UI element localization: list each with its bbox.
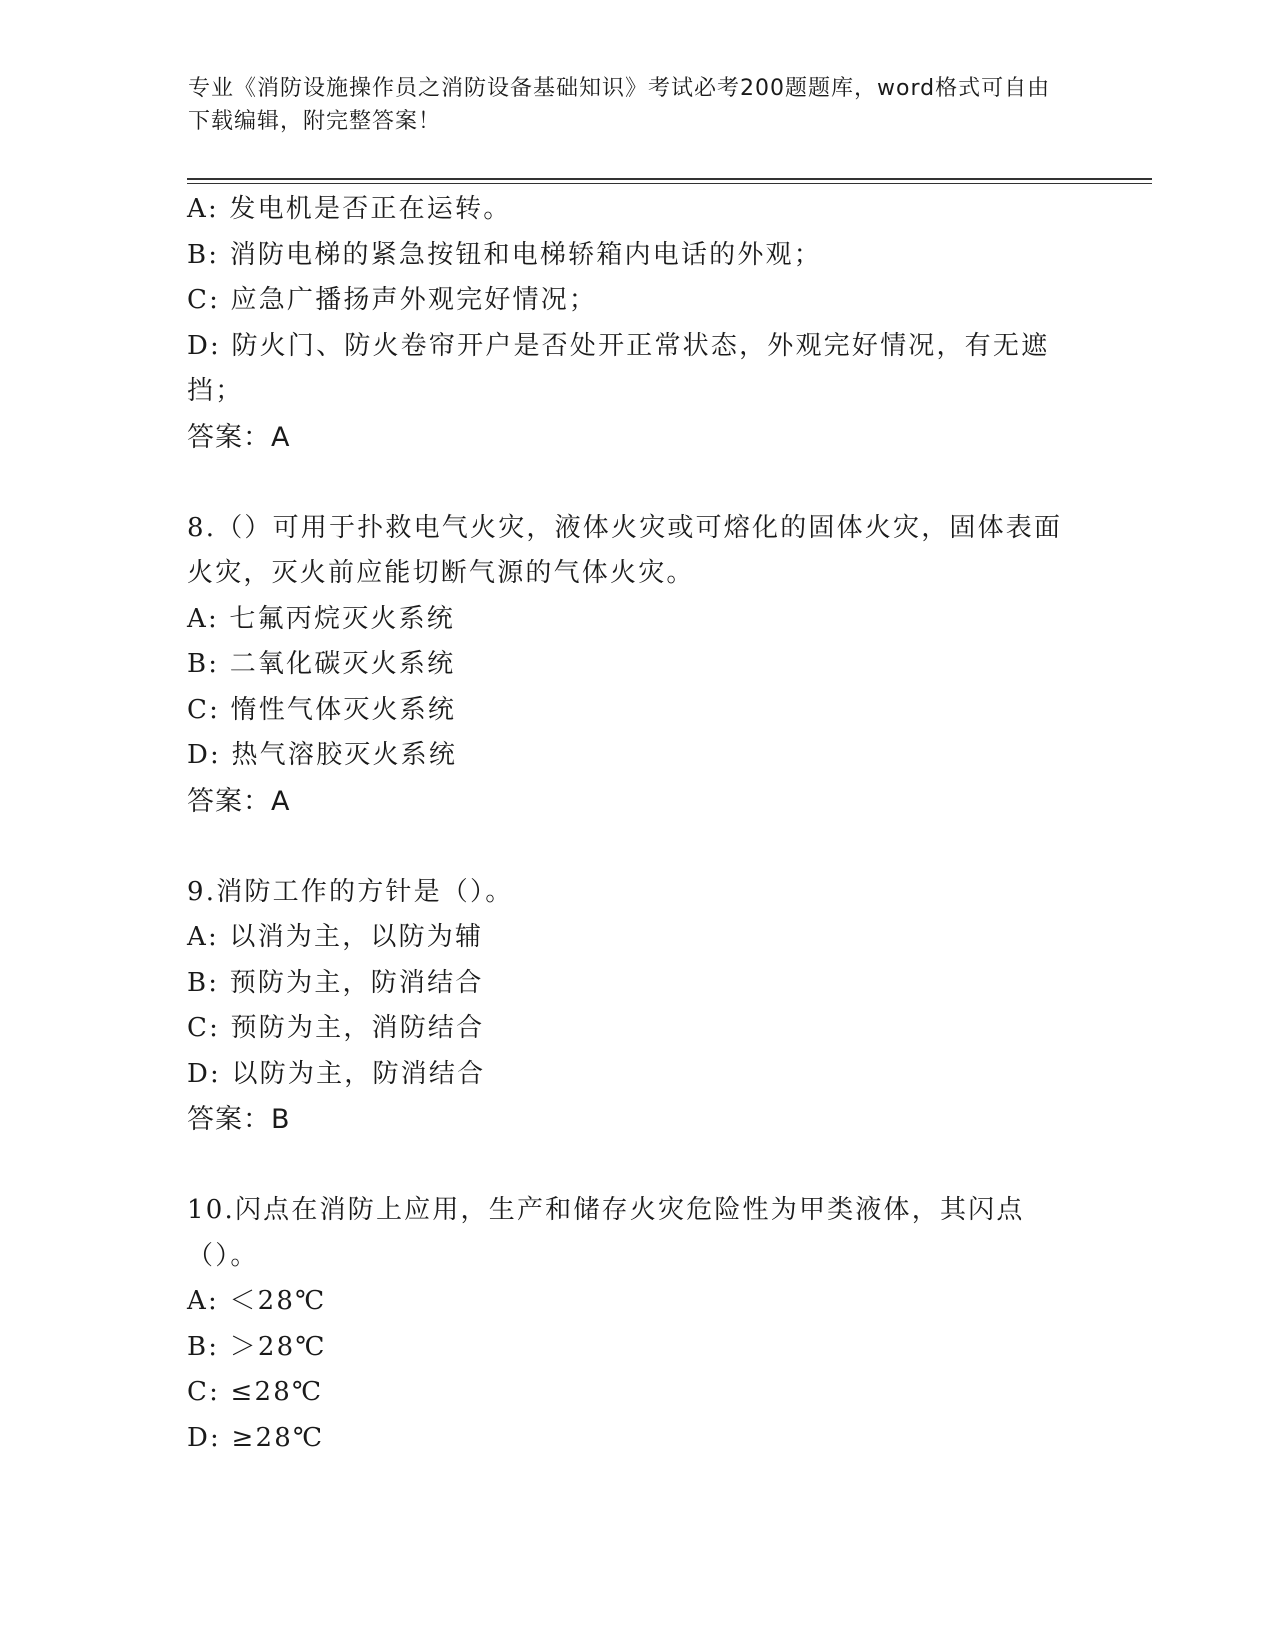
- question-10: [187, 1188, 1087, 1461]
- option-a: A: 以消为主，以防为辅: [187, 922, 484, 952]
- answer: 答案：A: [187, 421, 291, 453]
- spacer: [187, 824, 1087, 870]
- option-d: D: 热气溶胶灭火系统: [187, 740, 458, 770]
- question-stem: 10.闪点在消防上应用，生产和储存火灾危险性为甲类液体，其闪点（）。: [187, 1195, 1025, 1271]
- option-c: C: 预防为主，消防结合: [187, 1013, 485, 1043]
- question-stem: 8.（）可用于扑救电气火灾，液体火灾或可熔化的固体火灾，固体表面火灾，灭火前应能切断气源的气体火灾。: [187, 512, 1063, 588]
- answer: 答案：A: [187, 785, 291, 817]
- answer: 答案：B: [187, 1104, 291, 1135]
- option-b: B: 二氧化碳灭火系统: [187, 649, 456, 679]
- option-c: C: 惰性气体灭火系统: [187, 694, 457, 725]
- option-a: A: ＜28℃: [187, 1286, 327, 1316]
- option-b: B: 消防电梯的紧急按钮和电梯轿箱内电话的外观；: [187, 239, 822, 270]
- spacer: [187, 460, 1087, 506]
- question-9: [187, 870, 1087, 1143]
- question-stem: 9.消防工作的方针是（）。: [187, 876, 514, 907]
- question-7: [187, 187, 1087, 460]
- question-list: [187, 187, 1087, 1461]
- document-header: 专业《消防设施操作员之消防设备基础知识》考试必考200题题库，word格式可自由下载编辑，附完整答案！: [188, 76, 1051, 134]
- question-8: [187, 506, 1087, 825]
- option-a: A: 发电机是否正在运转。: [187, 194, 512, 224]
- spacer: [187, 1143, 1087, 1189]
- option-c: C: 应急广播扬声外观完好情况；: [187, 285, 598, 315]
- option-c: C: ≤28℃: [187, 1377, 324, 1407]
- option-b: B: ＞28℃: [187, 1331, 327, 1362]
- option-b: B: 预防为主，防消结合: [187, 967, 484, 998]
- option-d: D: 防火门、防火卷帘开户是否处开正常状态，外观完好情况，有无遮挡；: [187, 330, 1050, 406]
- header-divider-thin: [187, 183, 1152, 184]
- option-d: D: 以防为主，防消结合: [187, 1058, 486, 1089]
- option-a: A: 七氟丙烷灭火系统: [187, 603, 456, 634]
- header-divider-thick: [187, 178, 1152, 180]
- option-d: D: ≥28℃: [187, 1422, 325, 1453]
